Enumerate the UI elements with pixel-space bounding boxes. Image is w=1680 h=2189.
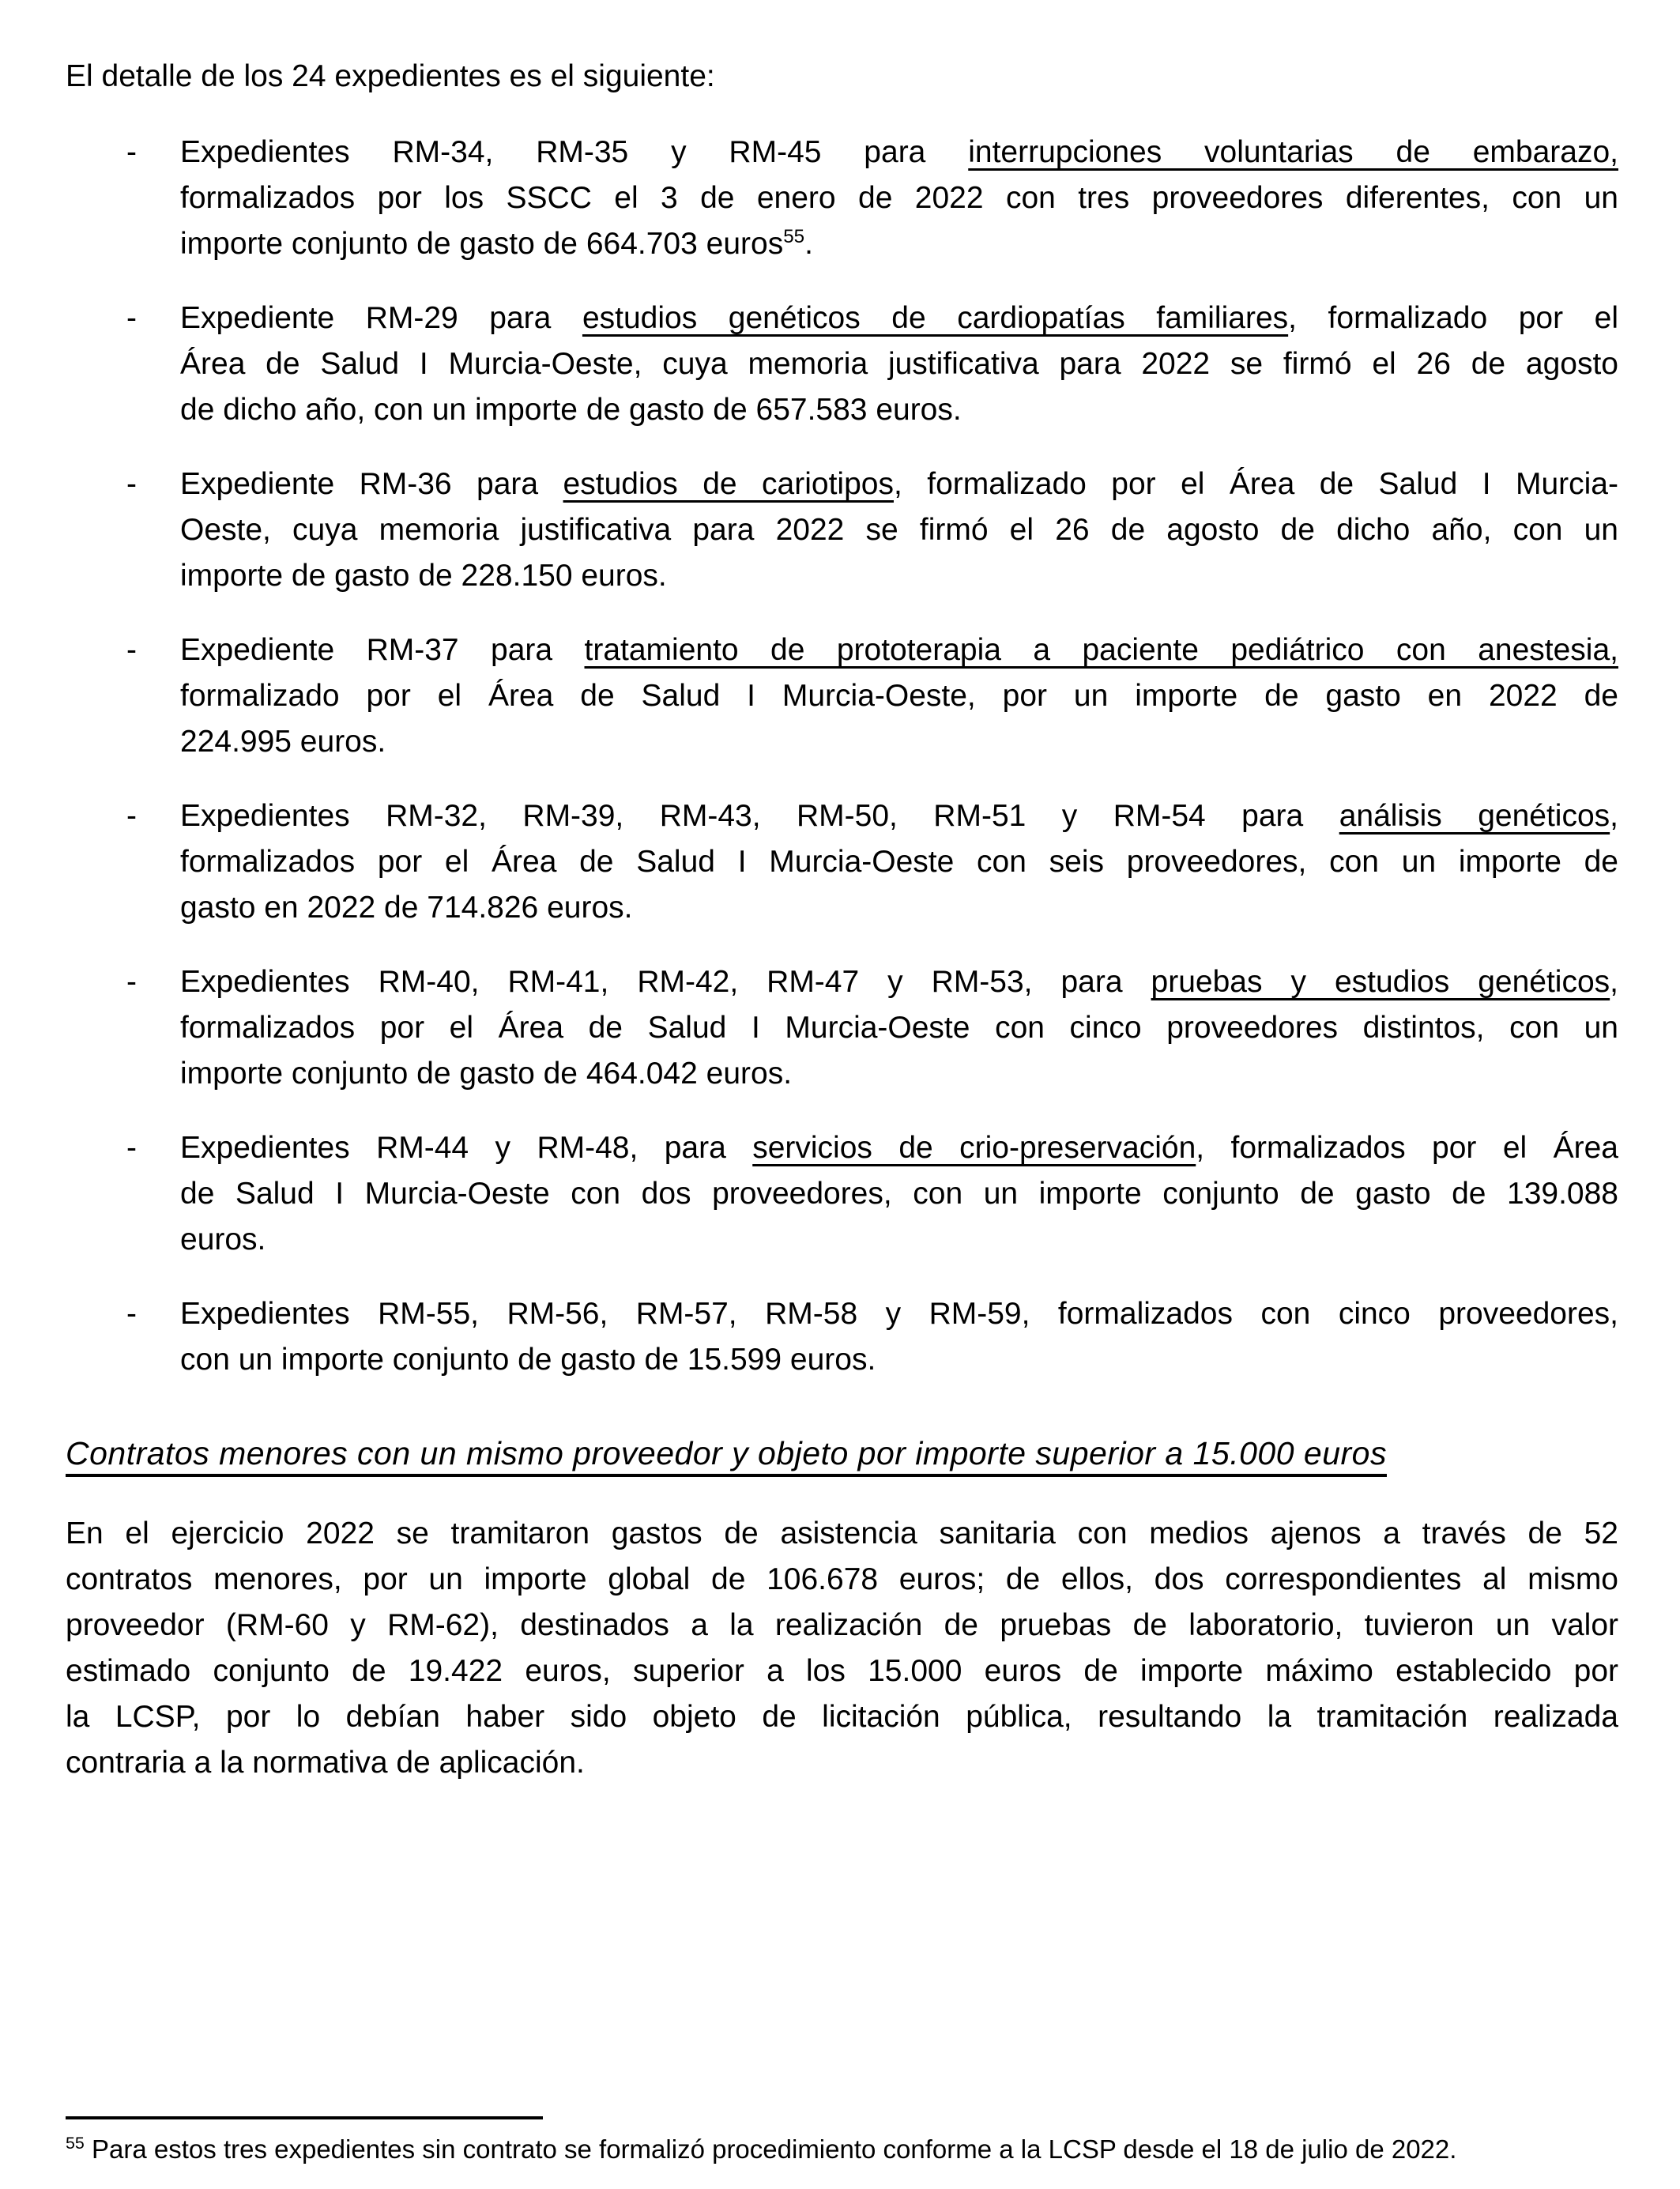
text-line: proveedor (RM-60 y RM-62), destinados a la realización de pruebas de laboratorio, tuvieron un valor (66, 1608, 1618, 1642)
text-line (180, 793, 1618, 839)
bullet-content (180, 1291, 1618, 1383)
text-line (180, 221, 1618, 267)
underlined-phrase: servicios de crio-preservación (752, 1131, 1196, 1165)
text-segment: formalizados por los SSCC el 3 de enero de 2022 con tres proveedores diferentes, con un (180, 181, 1618, 215)
list-item (66, 959, 1618, 1097)
bullet-marker: - (126, 1297, 137, 1331)
text-segment: formalizado por el Área de Salud I Murcia-Oeste, por un importe de gasto en 2022 de (180, 679, 1618, 713)
text-line (180, 175, 1618, 221)
section-heading-text: Contratos menores con un mismo proveedor y objeto por importe superior a 15.000 euros (66, 1435, 1387, 1471)
footnote (66, 2131, 1618, 2168)
text-segment: de Salud I Murcia-Oeste con dos proveedores, con un importe conjunto de gasto de 139.088 (180, 1177, 1618, 1211)
text-segment: importe conjunto de gasto de 664.703 euros (180, 227, 784, 261)
bullet-content (180, 793, 1618, 931)
footnote-separator-rule (66, 2116, 543, 2119)
section-heading (66, 1430, 1618, 1476)
text-line (180, 627, 1618, 673)
text-segment: Expediente RM-37 para (180, 633, 585, 667)
text-segment: Área de Salud I Murcia-Oeste, cuya memoria justificativa para 2022 se firmó el 26 de agosto (180, 347, 1618, 381)
bullet-marker: - (126, 799, 137, 833)
underlined-phrase: pruebas y estudios genéticos (1151, 965, 1610, 999)
text-segment: Expedientes RM-44 y RM-48, para (180, 1131, 753, 1165)
text-line (180, 673, 1618, 719)
underlined-phrase: estudios genéticos de cardiopatías familiares (582, 301, 1289, 335)
text-segment: , formalizado por el Área de Salud I Murcia- (893, 467, 1618, 501)
bullet-content (180, 130, 1618, 267)
list-item (66, 462, 1618, 599)
text-segment: importe de gasto de 228.150 euros. (180, 559, 667, 593)
text-line: la LCSP, por lo debían haber sido objeto de licitación pública, resultando la tramitación realizada (66, 1700, 1618, 1734)
text-line (180, 296, 1618, 341)
bullet-marker: - (126, 633, 137, 667)
text-segment: Oeste, cuya memoria justificativa para 2022 se firmó el 26 de agosto de dicho año, con un (180, 513, 1618, 547)
bullet-marker: - (126, 135, 137, 169)
text-line (180, 1171, 1618, 1217)
text-segment: , (1610, 799, 1618, 833)
text-line (180, 1051, 1618, 1097)
bullet-content (180, 959, 1618, 1097)
bullet-content (180, 627, 1618, 765)
list-item (66, 130, 1618, 267)
text-line (180, 1217, 1618, 1263)
bullet-content (180, 296, 1618, 433)
text-segment: formalizados por el Área de Salud I Murcia-Oeste con seis proveedores, con un importe de (180, 845, 1618, 879)
footnote-text: Para estos tres expedientes sin contrato se formalizó procedimiento conforme a la LCSP desde el 18 de julio de 2022. (92, 2134, 1457, 2164)
list-item (66, 296, 1618, 433)
bullet-marker: - (126, 467, 137, 501)
bullet-content (180, 462, 1618, 599)
text-line (180, 719, 1618, 765)
underlined-phrase: tratamiento de prototerapia a paciente pediátrico con anestesia, (584, 633, 1618, 667)
text-segment: con un importe conjunto de gasto de 15.599 euros. (180, 1343, 876, 1377)
text-segment: , (1610, 965, 1618, 999)
bullet-marker: - (126, 301, 137, 335)
text-line (180, 885, 1618, 931)
bullet-list (66, 130, 1618, 1383)
text-segment: gasto en 2022 de 714.826 euros. (180, 891, 633, 925)
superscript-footnote-ref: 55 (783, 226, 805, 247)
text-segment: de dicho año, con un importe de gasto de 657.583 euros. (180, 393, 962, 427)
text-segment: Expediente RM-36 para (180, 467, 563, 501)
text-line: contratos menores, por un importe global de 106.678 euros; de ellos, dos correspondientes al mismo (66, 1562, 1618, 1596)
list-item (66, 793, 1618, 931)
list-item (66, 627, 1618, 765)
text-segment: , formalizado por el (1288, 301, 1618, 335)
footnote-ref: 55 (66, 2134, 85, 2153)
text-line (180, 462, 1618, 507)
bullet-marker: - (126, 1131, 137, 1165)
text-line (180, 1291, 1618, 1337)
text-line (180, 959, 1618, 1005)
text-line: estimado conjunto de 19.422 euros, superior a los 15.000 euros de importe máximo establecido por (66, 1654, 1618, 1688)
list-item (66, 1291, 1618, 1383)
underlined-phrase: análisis genéticos (1339, 799, 1610, 833)
text-segment: , formalizados por el Área (1196, 1131, 1618, 1165)
text-line: contraria a la normativa de aplicación. (66, 1746, 585, 1780)
text-line (180, 341, 1618, 387)
text-segment: Expedientes RM-32, RM-39, RM-43, RM-50, RM-51 y RM-54 para (180, 799, 1339, 833)
text-segment: Expedientes RM-55, RM-56, RM-57, RM-58 y RM-59, formalizados con cinco proveedores, (180, 1297, 1618, 1331)
text-segment: euros. (180, 1223, 266, 1257)
text-line (180, 130, 1618, 175)
text-segment: 224.995 euros. (180, 725, 386, 759)
list-item (66, 1125, 1618, 1263)
underlined-phrase: interrupciones voluntarias de embarazo, (968, 135, 1618, 169)
bullet-content (180, 1125, 1618, 1263)
text-line: En el ejercicio 2022 se tramitaron gastos de asistencia sanitaria con medios ajenos a través de 52 (66, 1516, 1618, 1550)
text-segment: importe conjunto de gasto de 464.042 euros. (180, 1057, 793, 1091)
bullet-marker: - (126, 965, 137, 999)
text-line (180, 839, 1618, 885)
text-line (180, 1337, 1618, 1383)
text-line (180, 387, 1618, 433)
underlined-phrase: estudios de cariotipos (563, 467, 894, 501)
text-segment: formalizados por el Área de Salud I Murcia-Oeste con cinco proveedores distintos, con un (180, 1011, 1618, 1045)
text-segment: Expediente RM-29 para (180, 301, 582, 335)
text-line (180, 1125, 1618, 1171)
body-paragraph (66, 1511, 1618, 1786)
intro-paragraph: El detalle de los 24 expedientes es el siguiente: (66, 59, 715, 93)
text-line (180, 553, 1618, 599)
text-line (180, 1005, 1618, 1051)
text-segment: . (804, 227, 813, 261)
text-line (180, 507, 1618, 553)
text-segment: Expedientes RM-40, RM-41, RM-42, RM-47 y RM-53, para (180, 965, 1151, 999)
text-segment: Expedientes RM-34, RM-35 y RM-45 para (180, 135, 969, 169)
footnote-area (66, 2116, 1618, 2168)
